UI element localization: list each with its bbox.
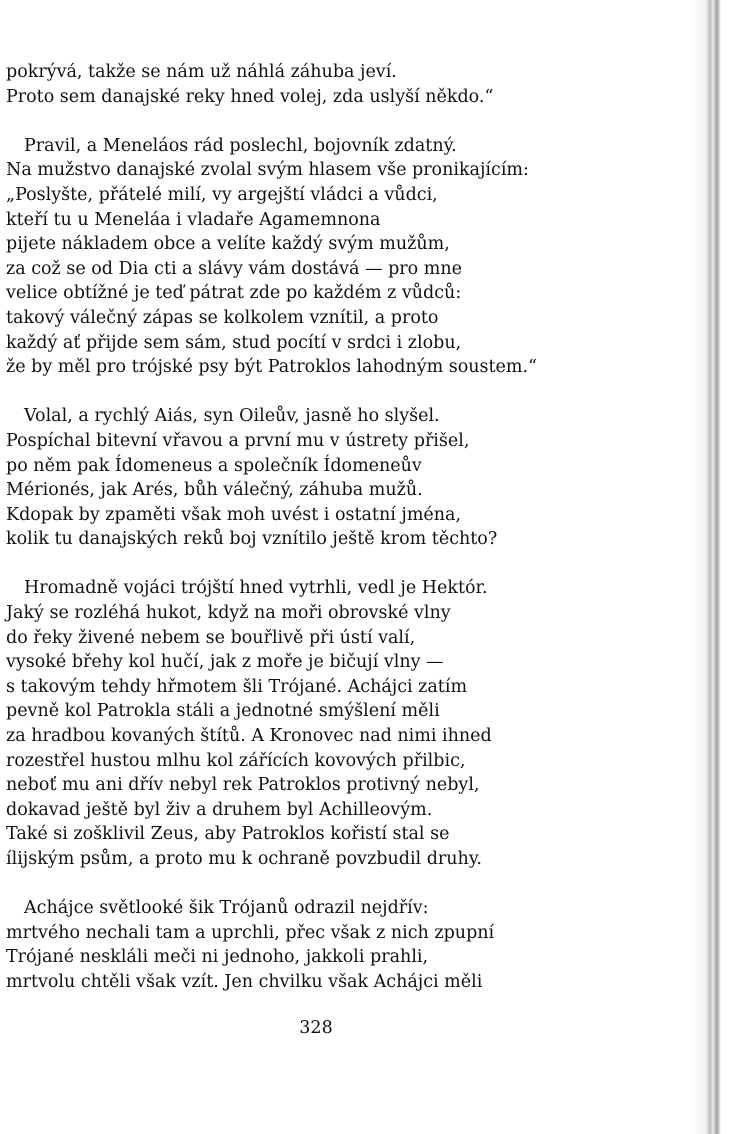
verse-line: Hromadně vojáci trójští hned vytrhli, vedl je Hektór.: [24, 578, 488, 599]
verse-line: Achájce světlooké šik Trójanů odrazil nejdřív:: [24, 898, 429, 919]
verse-line: Pospíchal bitevní vřavou a první mu v ústrety přišel,: [6, 430, 470, 451]
verse-line: pevně kol Patrokla stáli a jednotné smýšlení měli: [6, 701, 440, 722]
verse-line: Pravil, a Meneláos rád poslechl, bojovník zdatný.: [24, 135, 457, 156]
verse-line: „Poslyšte, přátelé milí, vy argejští vládci a vůdci,: [6, 184, 438, 205]
verse-line: Mérionés, jak Arés, bůh válečný, záhuba mužů.: [6, 480, 423, 501]
poem-text: [6, 60, 666, 1019]
verse-line: neboť mu ani dřív nebyl rek Patroklos protivný nebyl,: [6, 775, 480, 796]
verse-line: za což se od Dia cti a slávy vám dostává — pro mne: [6, 258, 462, 279]
verse-line: mrtvolu chtěli však vzít. Jen chvilku však Achájci měli: [6, 971, 483, 992]
verse-line: vysoké břehy kol hučí, jak z moře je bičují vlny —: [6, 652, 444, 673]
verse-line: Také si zošklivil Zeus, aby Patroklos kořistí stal se: [6, 824, 450, 845]
verse-line: takový válečný zápas se kolkolem vznítil, a proto: [6, 307, 439, 328]
stanza-5: [6, 896, 666, 994]
verse-line: Jaký se rozléhá hukot, když na moři obrovské vlny: [6, 603, 451, 624]
verse-line: že by měl pro trójské psy být Patroklos lahodným soustem.“: [6, 357, 537, 378]
verse-line: pijete nákladem obce a velíte každý svým mužům,: [6, 234, 450, 255]
stanza-1: [6, 60, 666, 109]
verse-line: Na mužstvo danajské zvolal svým hlasem vše pronikajícím:: [6, 160, 529, 181]
verse-line: kteří tu u Meneláa i vladaře Agamemnona: [6, 209, 381, 230]
verse-line: Proto sem danajské reky hned volej, zda uslyší někdo.“: [6, 86, 494, 107]
verse-line: po něm pak Ídomeneus a společník Ídomeneův: [6, 455, 422, 476]
verse-line: ílijským psům, a proto mu k ochraně povzbudil druhy.: [6, 849, 482, 869]
verse-line: pokrývá, takže se nám už náhlá záhuba jeví.: [6, 62, 397, 82]
verse-line: kolik tu danajských reků boj vznítilo ještě krom těchto?: [6, 529, 498, 550]
stanza-4: [6, 576, 666, 871]
stanza-2: [6, 134, 666, 380]
verse-line: Trójané neskláli meči ni jednoho, jakkoli prahli,: [6, 947, 429, 968]
verse-line: s takovým tehdy hřmotem šli Trójané. Achájci zatím: [6, 676, 468, 697]
page-number: 328: [299, 1018, 333, 1038]
verse-line: Kdopak by zpaměti však moh uvést i ostatní jména,: [6, 504, 462, 525]
verse-line: dokavad ještě byl živ a druhem byl Achilleovým.: [6, 799, 433, 820]
verse-line: rozestřel hustou mlhu kol zářících kovových přilbic,: [6, 750, 466, 771]
page-gutter-shadow: [690, 0, 730, 1134]
verse-line: do řeky živené nebem se bouřlivě při ústí valí,: [6, 627, 416, 648]
verse-line: Volal, a rychlý Aiás, syn Oileův, jasně ho slyšel.: [24, 406, 440, 427]
verse-line: každý ať přijde sem sám, stud pocítí v srdci i zlobu,: [6, 332, 462, 353]
stanza-3: [6, 404, 666, 552]
verse-line: velice obtížné je teď pátrat zde po každém z vůdců:: [6, 283, 462, 304]
verse-line: za hradbou kovaných štítů. A Kronovec nad nimi ihned: [6, 726, 492, 747]
verse-line: mrtvého nechali tam a uprchli, přec však z nich zpupní: [6, 922, 495, 943]
